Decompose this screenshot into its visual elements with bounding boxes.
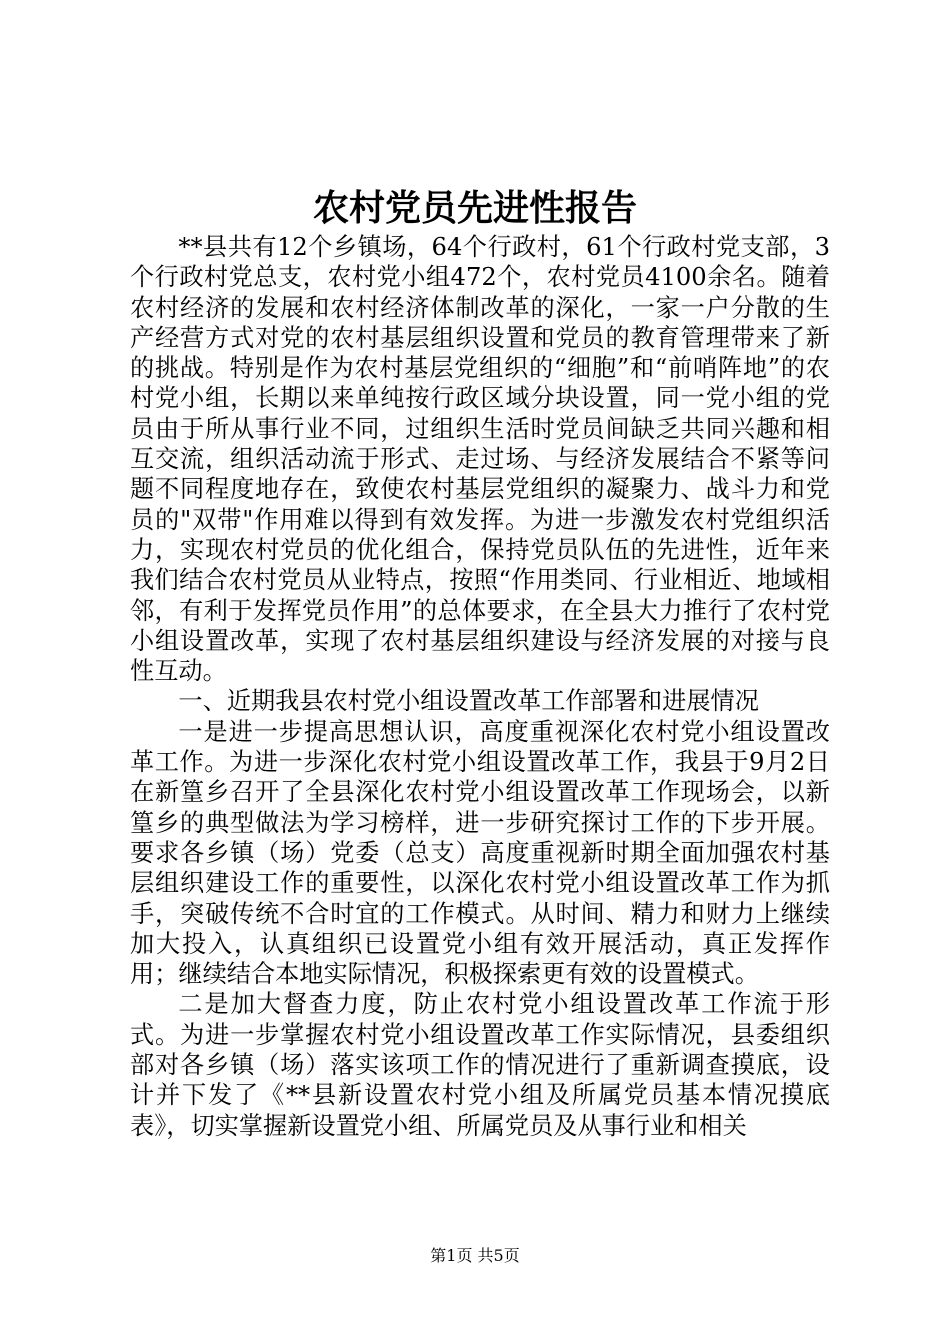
document-title: 农村党员先进性报告 (312, 187, 637, 229)
point-one-paragraph: 一是进一步提高思想认识，高度重视深化农村党小组设置改革工作。为进一步深化农村党小组设置改革工作，我县于9月2日在新篁乡召开了全县深化农村党小组设置改革工作现场会，以新篁乡的典型做法为学习榜样，进一步研究探讨工作的下步开展。要求各乡镇（场）党委（总支）高度重视新时期全面加强农村基层组织建设工作的重要性，以深化农村党小组设置改革工作为抓手，突破传统不合时宜的工作模式。从时间、精力和财力上继续加大投入，认真组织已设置党小组有效开展活动，真正发挥作用；继续结合本地实际情况，积极探索更有效的设置模式。 (130, 717, 830, 989)
section-heading-1: 一、近期我县农村党小组设置改革工作部署和进展情况 (178, 687, 759, 716)
point-two-paragraph: 二是加大督查力度，防止农村党小组设置改革工作流于形式。为进一步掌握农村党小组设置改革工作实际情况，县委组织部对各乡镇（场）落实该项工作的情况进行了重新调查摸底，设计并下发了《**县新设置农村党小组及所属党员基本情况摸底表》，切实掌握新设置党小组、所属党员及从事行业和相关 (130, 990, 830, 1140)
intro-paragraph: **县共有12个乡镇场，64个行政村，61个行政村党支部，3个行政村党总支，农村党小组472个，农村党员4100余名。随着农村经济的发展和农村经济体制改革的深化，一家一户分散的生产经营方式对党的农村基层组织设置和党员的教育管理带来了新的挑战。特别是作为农村基层党组织的“细胞”和“前哨阵地”的农村党小组，长期以来单纯按行政区域分块设置，同一党小组的党员由于所从事行业不同，过组织生活时党员间缺乏共同兴趣和相互交流，组织活动流于形式、走过场、与经济发展结合不紧等问题不同程度地存在，致使农村基层党组织的凝聚力、战斗力和党员的"双带"作用难以得到有效发挥。为进一步激发农村党组织活力，实现农村党员的优化组合，保持党员队伍的先进性，近年来我们结合农村党员从业特点，按照“作用类同、行业相近、地域相邻，有利于发挥党员作用”的总体要求，在全县大力推行了农村党小组设置改革，实现了农村基层组织建设与经济发展的对接与良性互动。 (130, 233, 830, 686)
document-body (130, 232, 830, 1141)
page-number-footer: 第1页 共5页 (430, 1246, 520, 1265)
